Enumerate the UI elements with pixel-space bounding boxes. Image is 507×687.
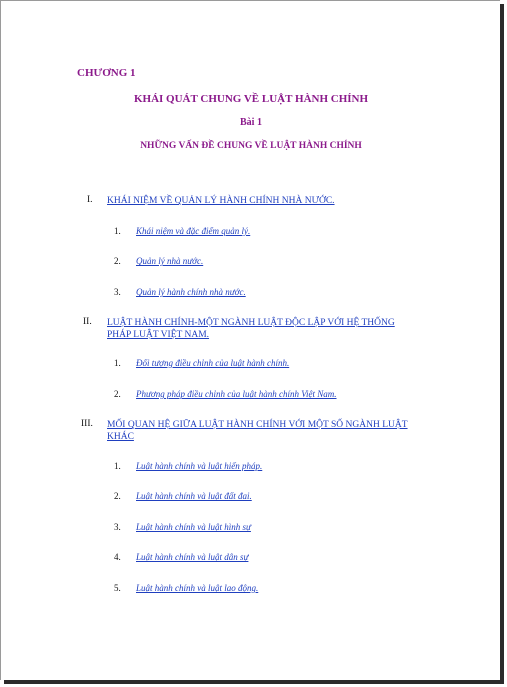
section-3-item-1-link[interactable]: Luật hành chính và luật hiến pháp. [136, 461, 263, 471]
section-3-item-2-link[interactable]: Luật hành chính và luật đất đai. [136, 491, 252, 501]
section-3-link-line-2[interactable]: KHÁC [107, 432, 134, 442]
section-1-item-1-number: 1. [114, 226, 121, 236]
section-2-number: II. [83, 317, 92, 327]
section-2-item-2-number: 2. [114, 389, 121, 399]
section-2-link-line-2[interactable]: PHÁP LUẬT VIỆT NAM. [107, 330, 210, 340]
section-2-item-2-link[interactable]: Phương pháp điều chỉnh của luật hành chính Việt Nam. [136, 389, 337, 399]
section-3-item-2-number: 2. [114, 491, 121, 501]
section-3-item-4-link[interactable]: Luật hành chính và luật dân sự [136, 552, 249, 562]
section-1-item-2-link[interactable]: Quản lý nhà nước. [136, 256, 204, 266]
lesson-title: NHỮNG VẤN ĐỀ CHUNG VỀ LUẬT HÀNH CHÍNH [140, 141, 362, 151]
section-3-item-3-number: 3. [114, 522, 121, 532]
section-1-item-3-link[interactable]: Quản lý hành chính nhà nước. [136, 287, 246, 297]
section-3-number: III. [81, 419, 93, 429]
section-1-item-2-number: 2. [114, 256, 121, 266]
section-1-item-3-number: 3. [114, 287, 121, 297]
section-2-link-line-1[interactable]: LUẬT HÀNH CHÍNH-MỘT NGÀNH LUẬT ĐỘC LẬP VỚI HỆ THỐNG [107, 318, 395, 328]
chapter-title: KHÁI QUÁT CHUNG VỀ LUẬT HÀNH CHÍNH [133, 93, 369, 105]
section-1-number: I. [87, 195, 93, 205]
section-1-link[interactable]: KHÁI NIỆM VỀ QUẢN LÝ HÀNH CHÍNH NHÀ NƯỚC. [107, 196, 335, 206]
section-3-item-4-number: 4. [114, 552, 121, 562]
section-1-item-1-link[interactable]: Khái niệm và đặc điểm quản lý. [136, 226, 251, 236]
chapter-label: CHƯƠNG 1 [77, 67, 136, 79]
section-2-item-1-number: 1. [114, 358, 121, 368]
section-3-item-1-number: 1. [114, 461, 121, 471]
lesson-label: Bài 1 [240, 117, 262, 128]
section-3-item-5-link[interactable]: Luật hành chính và luật lao động. [136, 583, 259, 593]
section-3-link-line-1[interactable]: MỐI QUAN HỆ GIỮA LUẬT HÀNH CHÍNH VỚI MỘT SỐ NGÀNH LUẬT [107, 420, 408, 430]
section-2-item-1-link[interactable]: Đối tượng điều chỉnh của luật hành chính. [136, 358, 290, 368]
section-3-item-5-number: 5. [114, 583, 121, 593]
section-3-item-3-link[interactable]: Luật hành chính và luật hình sự [136, 522, 251, 532]
